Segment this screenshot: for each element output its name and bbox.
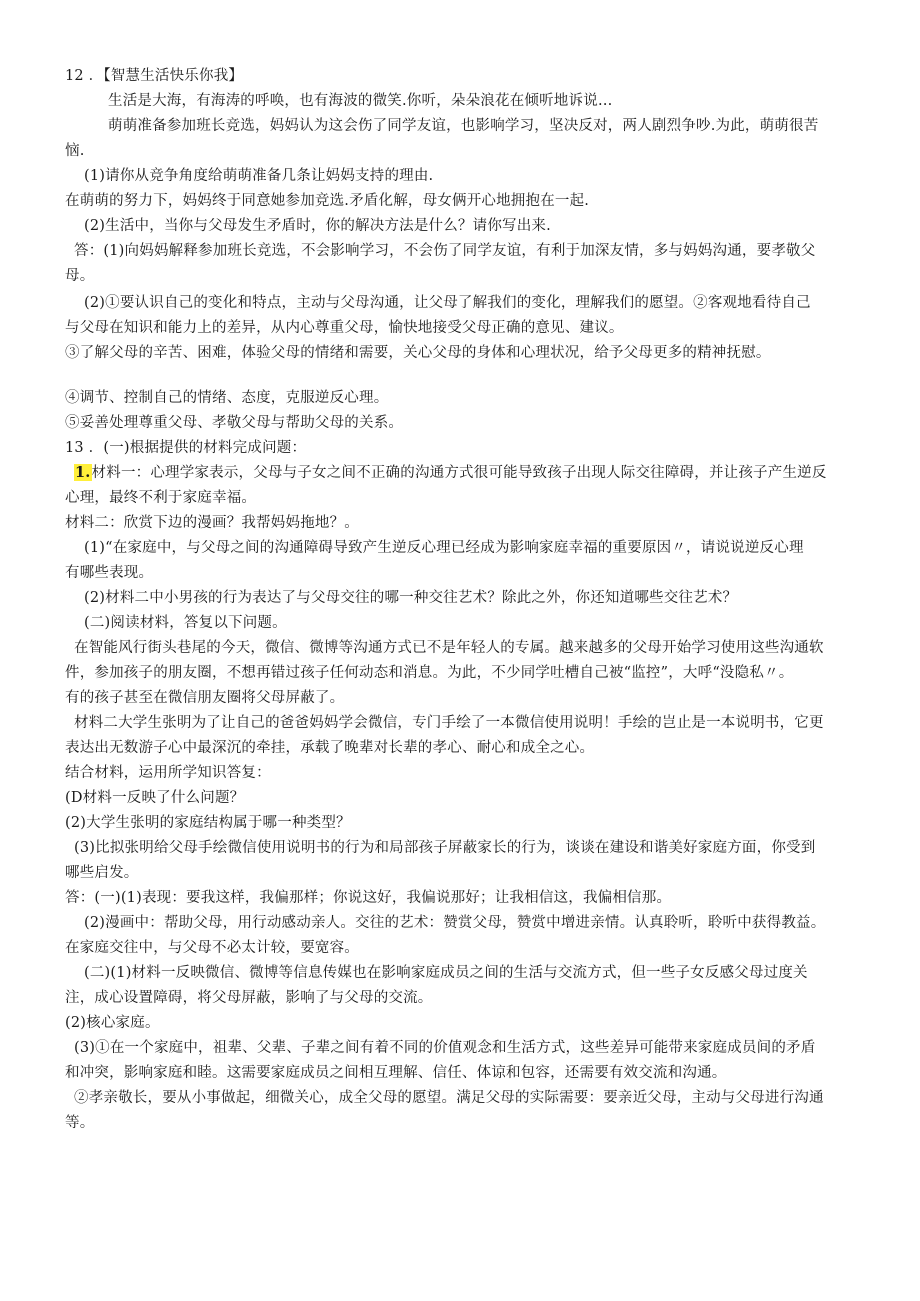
text-line: 萌萌准备参加班长竞选，妈妈认为这会伤了同学友谊，也影响学习，坚决反对，两人剧烈争吵.为此，萌萌很苦: [108, 118, 819, 134]
answer-line: 等。: [65, 1115, 95, 1131]
text-line: 哪些启发。: [65, 865, 139, 881]
text-line: 心理，最终不利于家庭幸福。: [65, 490, 257, 506]
answer-line: (2)①要认识自己的变化和特点，主动与父母沟通，让父母了解我们的变化，理解我们的愿望。②客观地看待自己: [84, 295, 811, 311]
answer-line: 和冲突，影响家庭和睦。这需要家庭成员之间相互理解、信任、体谅和包容，还需要有效交流和沟通。: [65, 1065, 727, 1081]
text-line: 有哪些表现。: [65, 565, 154, 581]
answer-line: 注，成心设置障碍，将父母屏蔽，影响了与父母的交流。: [65, 990, 433, 1006]
answer-line: 母。: [65, 268, 95, 284]
text-line: 生活是大海，有海涛的呼唤，也有海波的微笑.你听，朵朵浪花在倾听地诉说…: [108, 93, 613, 109]
answer-line: 答：(1)向妈妈解释参加班长竞选，不会影响学习，不会伤了同学友谊，有利于加深友情，多与妈妈沟通，要孝敬父: [74, 243, 816, 259]
answer-line: 与父母在知识和能力上的差异，从内心尊重父母，愉快地接受父母正确的意见、建议。: [65, 320, 624, 336]
text-line: 件，参加孩子的朋友圈，不想再错过孩子任何动态和消息。为此，不少同学吐槽自己被“监控”，大呼“没隐私〃。: [65, 665, 794, 681]
answer-line: (3)①在一个家庭中，祖辈、父辈、子辈之间有着不同的价值观念和生活方式，这些差异可能带来家庭成员间的矛盾: [74, 1040, 816, 1056]
answer-line: 答：(一)(1)表现：要我这样，我偏那样；你说这好，我偏说那好；让我相信这，我偏相信那。: [65, 890, 672, 906]
answer-line: 在家庭交往中，与父母不必太计较，要宽容。: [65, 940, 359, 956]
highlighted-line: [74, 461, 857, 485]
text-line: 有的孩子甚至在微信朋友圈将父母屏蔽了。: [65, 690, 345, 706]
sub-question: (2)生活中，当你与父母发生矛盾时，你的解决方法是什么？请你写出来.: [84, 218, 551, 234]
text-line: 在智能风行街头巷尾的今天，微信、微博等沟通方式已不是年轻人的专属。越来越多的父母开始学习使用这些沟通软: [74, 640, 824, 656]
highlighted-number: 1.: [75, 464, 91, 481]
section-heading: (二)阅读材料，答复以下问题。: [84, 615, 287, 631]
text-line: 在萌萌的努力下，妈妈终于同意她参加竞选.矛盾化解，母女俩开心地拥抱在一起.: [65, 193, 590, 209]
question-13-heading: 13 ．(一)根据提供的材料完成问题：: [65, 440, 307, 456]
sub-question: (1)“在家庭中，与父母之间的沟通障碍导致产生逆反心理已经成为影响家庭幸福的重要原因〃，请说说逆反心理: [84, 540, 804, 556]
answer-line: ⑤妥善处理尊重父母、孝敬父母与帮助父母的关系。: [65, 415, 404, 431]
sub-question: (3)比拟张明给父母手绘微信使用说明书的行为和局部孩子屏蔽家长的行为，谈谈在建设和谐美好家庭方面，你受到: [74, 840, 816, 856]
sub-question: (2)大学生张明的家庭结构属于哪一种类型？: [65, 815, 351, 831]
question-12-heading: 12 ．【智慧生活快乐你我】: [65, 68, 244, 84]
answer-line: (2)核心家庭。: [65, 1015, 160, 1031]
sub-question: (2)材料二中小男孩的行为表达了与父母交往的哪一种交往艺术？除此之外，你还知道哪些交往艺术？: [84, 590, 738, 606]
text-line: 结合材料，运用所学知识答复：: [65, 765, 271, 781]
text-line: 恼.: [65, 143, 85, 159]
text-line: 材料二大学生张明为了让自己的爸爸妈妈学会微信，专门手绘了一本微信使用说明！手绘的岂止是一本说明书，它更: [74, 715, 824, 731]
answer-line: (二)(1)材料一反映微信、微博等信息传媒也在影响家庭成员之间的生活与交流方式，但一些子女反感父母过度关: [84, 965, 808, 981]
answer-line: ②孝亲敬长，要从小事做起，细微关心，成全父母的愿望。满足父母的实际需要：要亲近父母，主动与父母进行沟通: [74, 1090, 824, 1106]
sub-question: (1)请你从竞争角度给萌萌准备几条让妈妈支持的理由.: [84, 168, 434, 184]
text-line: 材料二：欣赏下边的漫画？我帮妈妈拖地？。: [65, 515, 359, 531]
text-line: 材料一：心理学家表示，父母与子女之间不正确的沟通方式很可能导致孩子出现人际交往障碍，并让孩子产生逆反: [91, 465, 827, 481]
text-line: 表达出无数游子心中最深沉的牵挂，承载了晚辈对长辈的孝心、耐心和成全之心。: [65, 740, 595, 756]
answer-line: ③了解父母的辛苦、困难，体验父母的情绪和需要，关心父母的身体和心理状况，给予父母更多的精神抚慰。: [65, 345, 771, 361]
sub-question: (D材料一反映了什么问题？: [65, 790, 245, 806]
answer-line: (2)漫画中：帮助父母，用行动感动亲人。交往的艺术：赞赏父母，赞赏中增进亲情。认真聆听，聆听中获得教益。: [84, 915, 826, 931]
answer-line: ④调节、控制自己的情绪、态度，克服逆反心理。: [65, 390, 389, 406]
